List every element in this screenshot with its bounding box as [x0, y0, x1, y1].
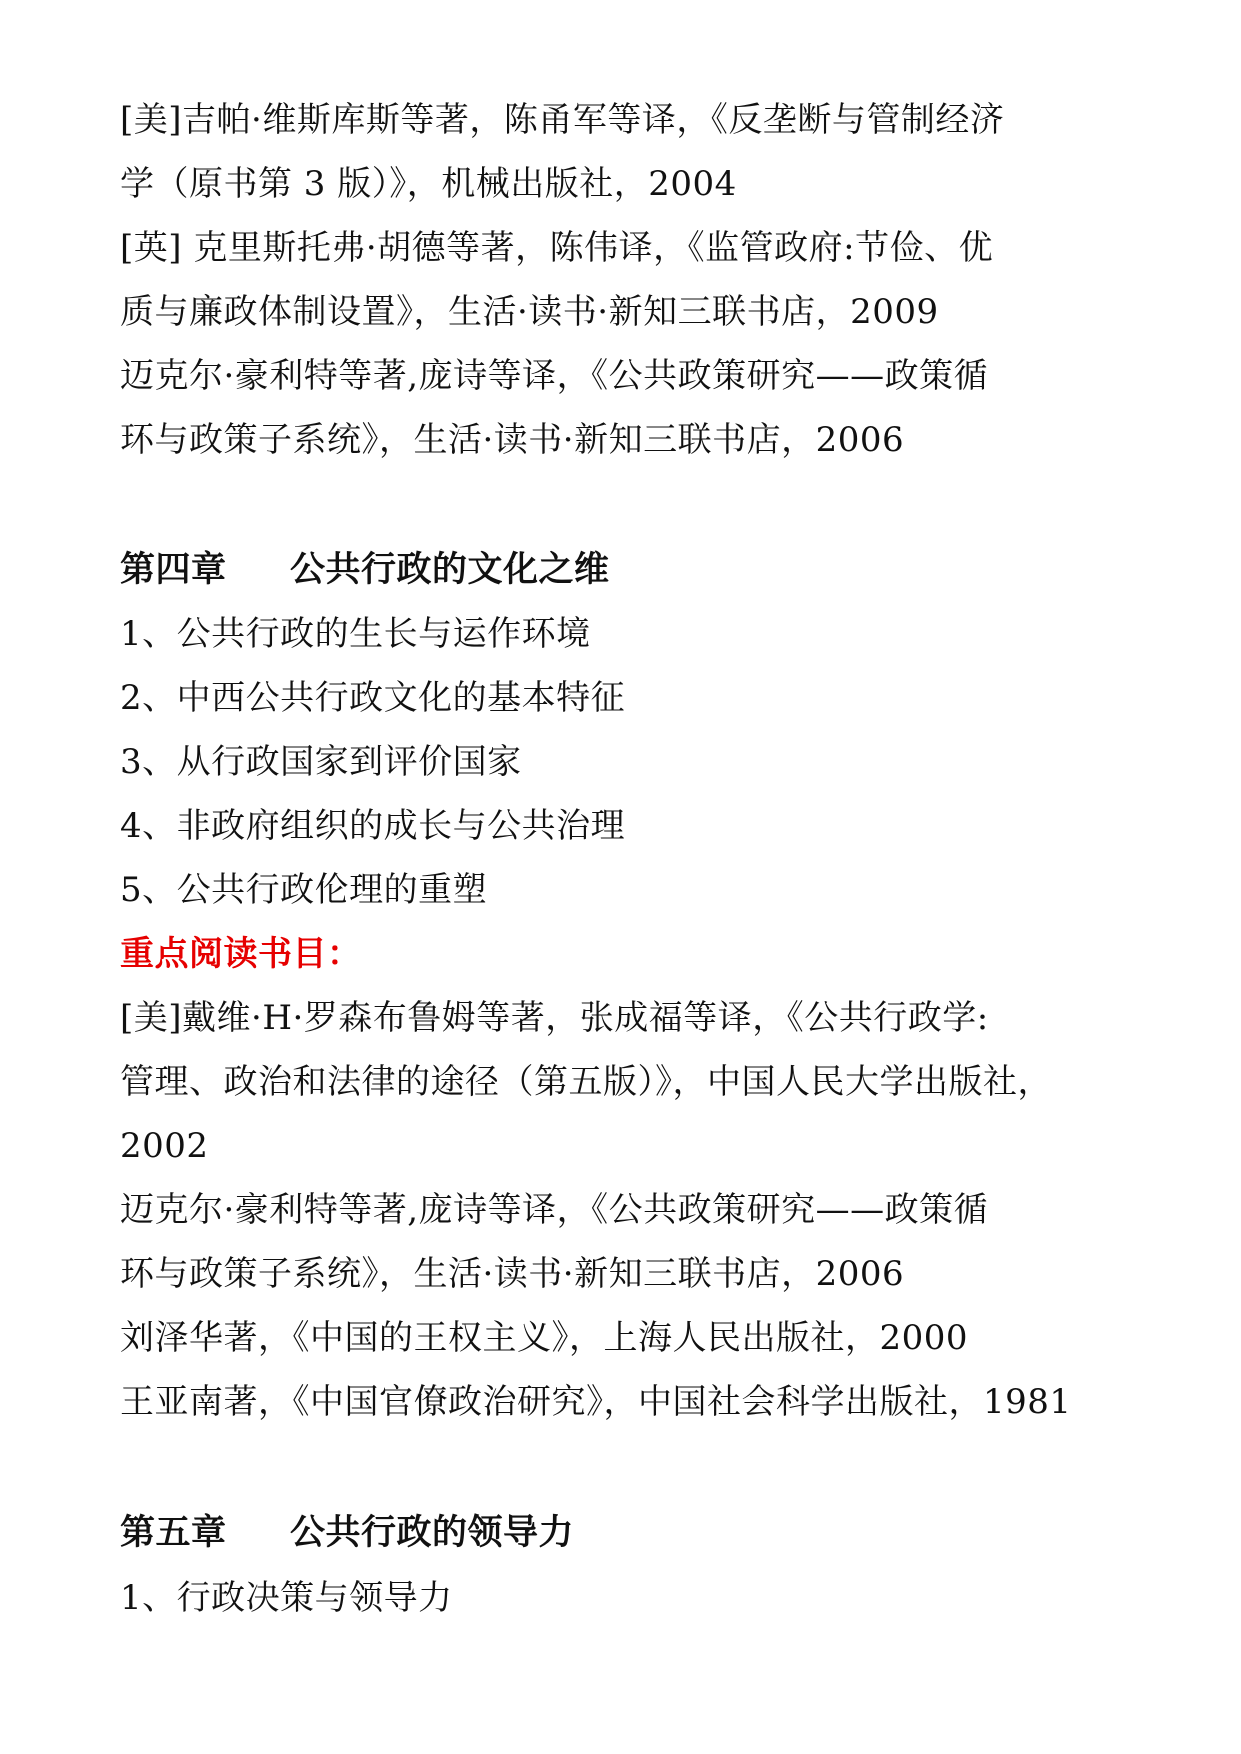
- reading-line: 环与政策子系统》，生活·读书·新知三联书店，2006: [120, 1254, 905, 1294]
- chapter-4-item: 4、非政府组织的成长与公共治理: [120, 806, 626, 846]
- chapter-4-title: 公共行政的文化之维: [290, 550, 610, 590]
- reference-line: [美]吉帕·维斯库斯等著，陈甬军等译，《反垄断与管制经济: [120, 100, 1005, 140]
- reference-line: 质与廉政体制设置》，生活·读书·新知三联书店，2009: [120, 292, 939, 332]
- chapter-5-title: 公共行政的领导力: [290, 1513, 575, 1553]
- chapter-5-heading: [120, 1501, 1140, 1565]
- chapter-4-item: 1、公共行政的生长与运作环境: [120, 614, 591, 654]
- chapter-4-item: 3、从行政国家到评价国家: [120, 742, 522, 782]
- key-readings-heading: 重点阅读书目：: [120, 934, 362, 974]
- chapter-4-heading: [120, 538, 1140, 602]
- reading-line: 刘泽华著，《中国的王权主义》，上海人民出版社，2000: [120, 1318, 969, 1358]
- chapter-5-number: 第五章: [120, 1513, 227, 1553]
- reference-line: 迈克尔·豪利特等著,庞诗等译，《公共政策研究——政策循: [120, 356, 989, 396]
- reading-line: 迈克尔·豪利特等著,庞诗等译，《公共政策研究——政策循: [120, 1190, 989, 1230]
- chapter-4-item: 5、公共行政伦理的重塑: [120, 870, 488, 910]
- reading-line: 2002: [120, 1126, 209, 1166]
- reading-line: 管理、政治和法律的途径（第五版）》，中国人民大学出版社，: [120, 1062, 1052, 1102]
- chapter-4-number: 第四章: [120, 550, 227, 590]
- reading-line: 王亚南著，《中国官僚政治研究》，中国社会科学出版社，1981: [120, 1382, 1072, 1422]
- reference-line: [英] 克里斯托弗·胡德等著，陈伟译，《监管政府:节俭、优: [120, 228, 994, 268]
- reference-line: 学（原书第 3 版）》，机械出版社，2004: [120, 164, 737, 204]
- reference-line: 环与政策子系统》，生活·读书·新知三联书店，2006: [120, 420, 905, 460]
- reading-line: [美]戴维·H·罗森布鲁姆等著，张成福等译，《公共行政学:: [120, 998, 989, 1038]
- chapter-5-item: 1、行政决策与领导力: [120, 1578, 453, 1618]
- chapter-4-item: 2、中西公共行政文化的基本特征: [120, 678, 626, 718]
